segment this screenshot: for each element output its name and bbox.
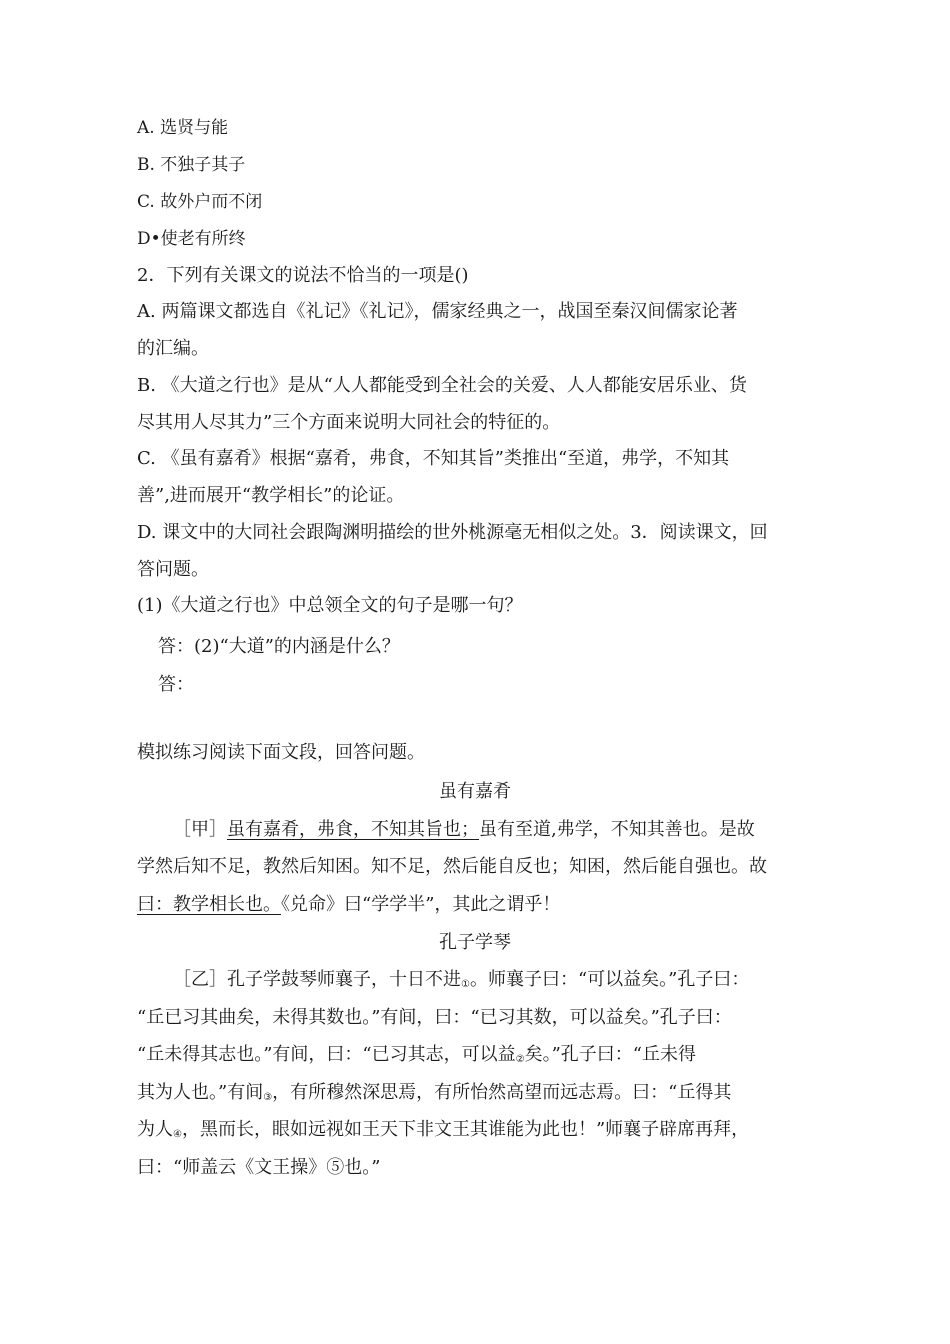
q2-option-b-line1: B. 《大道之行也》是从“人人都能受到全社会的关爱、人人都能安居乐业、货 <box>137 375 747 396</box>
passage-yi-text-4b: ，有所穆然深思焉，有所怡然高望而远志焉。曰：“丘得其 <box>272 1082 732 1103</box>
passage-yi-text-4a: 其为人也。”有间 <box>137 1082 264 1103</box>
practice-intro: 模拟练习阅读下面文段，回答问题。 <box>137 742 425 763</box>
underlined-sentence-1: 虽有嘉肴，弗食，不知其旨也； <box>227 819 479 840</box>
passage-jia-line-3 <box>137 893 560 917</box>
passage-title-1: 虽有嘉肴 <box>439 781 511 802</box>
passage-yi-text-3a: “丘未得其志也。”有间，曰：“已习其志，可以益 <box>137 1044 516 1065</box>
passage-yi-text-3b: 矣。”孔子曰：“丘未得 <box>524 1044 696 1065</box>
q1-option-a: A. 选贤与能 <box>137 118 229 138</box>
passage-yi-line-2: “丘已习其曲矣，未得其数也。”有间，曰：“已习其数，可以益矣。”孔子曰： <box>137 1007 732 1028</box>
q1-option-c: C. 故外户而不闭 <box>137 192 263 212</box>
passage-yi-text-5a: 为人 <box>137 1119 173 1140</box>
passage-jia-line-2: 学然后知不足，教然后知困。知不足，然后能自反也；知困，然后能自强也。故 <box>137 856 767 877</box>
q1-option-d: D•使老有所终 <box>137 229 246 249</box>
q2-option-c-line2: 善”,进而展开“教学相长”的论证。 <box>137 485 405 506</box>
q3-sub-question-1: (1)《大道之行也》中总领全文的句子是哪一句？ <box>137 595 523 616</box>
footnote-marker-3: ③ <box>263 1092 273 1103</box>
passage-jia-line-1 <box>173 818 755 842</box>
passage-yi-line-5 <box>137 1118 749 1145</box>
passage-jia-text-3: 《兑命》曰“学学半”，其此之谓乎！ <box>281 894 561 915</box>
passage-jia-label: ［甲］ <box>173 819 227 840</box>
passage-yi-line-1 <box>173 968 749 995</box>
q2-option-a-line1: A. 两篇课文都选自《礼记》《礼记》，儒家经典之一，战国至秦汉间儒家论著 <box>137 301 738 322</box>
underlined-sentence-2: 曰：教学相长也。 <box>137 894 281 915</box>
q2-option-b-line2: 尽其用人尽其力”三个方面来说明大同社会的特征的。 <box>137 412 561 433</box>
q2-option-d-line1: D. 课文中的大同社会跟陶渊明描绘的世外桃源毫无相似之处。3．阅读课文，回 <box>137 522 768 543</box>
q1-option-b: B. 不独子其子 <box>137 155 246 175</box>
q2-option-a-line2: 的汇编。 <box>137 338 209 359</box>
q2-option-d-line2: 答问题。 <box>137 559 209 580</box>
passage-yi-line-4 <box>137 1081 731 1108</box>
q2-option-c-line1: C. 《虽有嘉肴》根据“嘉肴，弗食，不知其旨”类推出“至道，弗学，不知其 <box>137 448 730 469</box>
q2-stem: 2．下列有关课文的说法不恰当的一项是() <box>137 265 469 286</box>
footnote-marker-2: ② <box>515 1054 525 1065</box>
passage-yi-text-5b: ，黑而长，眼如远视如王天下非文王其谁能为此也！”师襄子辟席再拜， <box>181 1119 750 1140</box>
passage-yi-text-1b: 。师襄子曰：“可以益矣。”孔子曰： <box>469 969 750 990</box>
passage-yi-line-6: 曰：“师盖云《文王操》⑤也。” <box>137 1157 381 1178</box>
passage-yi-line-3 <box>137 1043 696 1070</box>
passage-title-2: 孔子学琴 <box>439 932 511 953</box>
footnote-marker-1: ① <box>461 979 470 990</box>
footnote-marker-4: ④ <box>173 1129 182 1140</box>
passage-jia-text-1: 虽有至道,弗学，不知其善也。是故 <box>479 819 755 840</box>
q3-answer-2: 答： <box>158 674 194 695</box>
q3-answer-1: 答：(2)“大道”的内涵是什么？ <box>158 636 400 657</box>
passage-yi-text-1a: ［乙］孔子学鼓琴师襄子，十日不进 <box>173 969 461 990</box>
